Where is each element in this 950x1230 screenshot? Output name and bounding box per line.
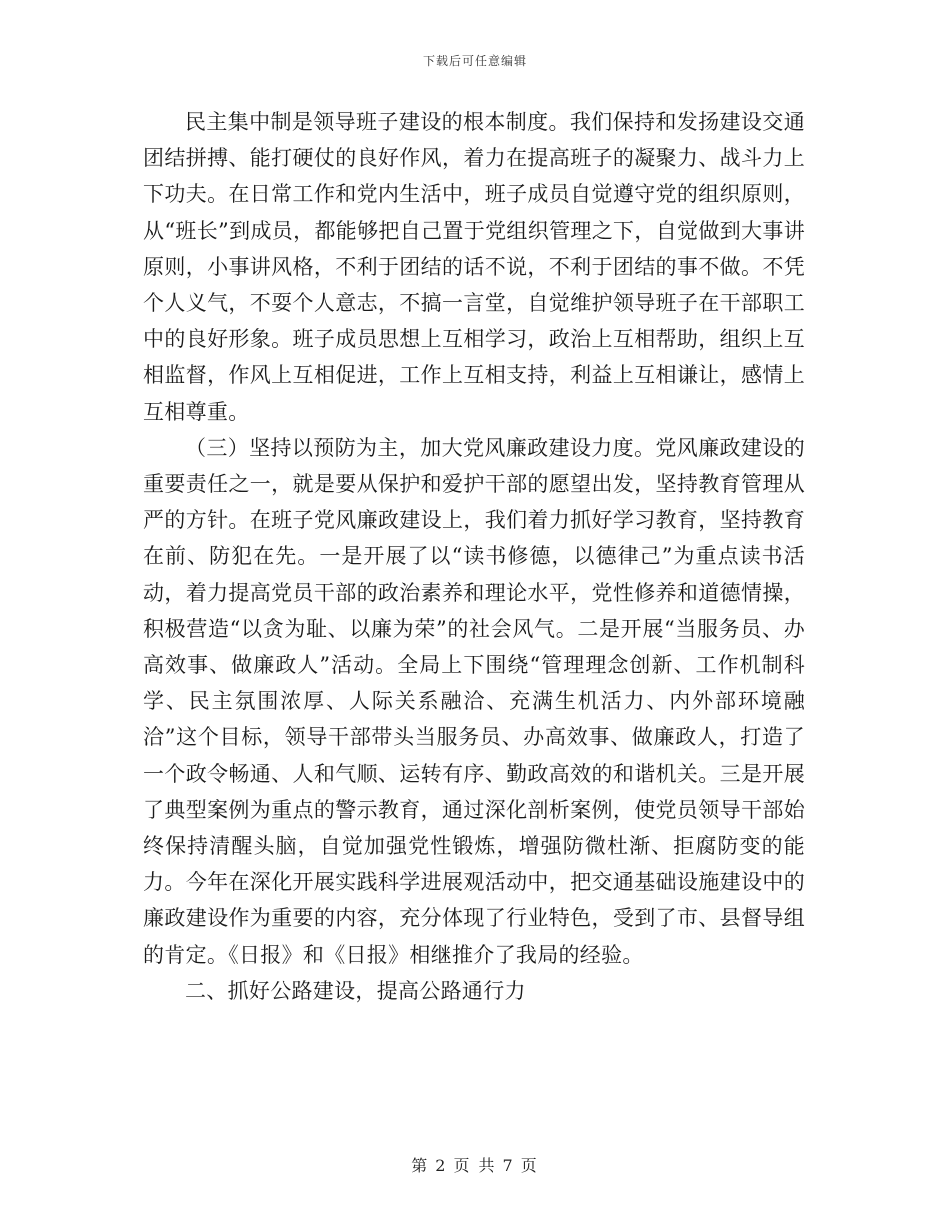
footer-middle: 页 共 — [453, 1156, 497, 1175]
page-footer — [0, 1153, 950, 1176]
footer-suffix: 页 — [520, 1156, 539, 1175]
paragraph-democratic-centralism: 民主集中制是领导班子建设的根本制度。我们保持和发扬建设交通团结拼搏、能打硬仗的良好作风，着力在提高班子的凝聚力、战斗力上下功夫。在日常工作和党内生活中，班子成员自觉遵守党的组织原则，从“班长”到成员，都能够把自己置于党组织管理之下，自觉做到大事讲原则，小事讲风格，不利于团结的话不说，不利于团结的事不做。不凭个人义气，不耍个人意志，不搞一言堂，自觉维护领导班子在干部职工中的良好形象。班子成员思想上互相学习，政治上互相帮助，组织上互相监督，作风上互相促进，工作上互相支持，利益上互相谦让，感情上互相尊重。 — [143, 110, 805, 424]
document-body — [143, 104, 805, 1009]
page-header: 下载后可任意编辑 — [422, 54, 527, 68]
footer-page-number: 2 — [435, 1156, 448, 1175]
footer-prefix: 第 — [411, 1156, 430, 1175]
paragraph-anti-corruption: （三）坚持以预防为主，加大党风廉政建设力度。党风廉政建设的重要责任之一，就是要从保护和爱护干部的愿望出发，坚持教育管理从严的方针。在班子党风廉政建设上，我们着力抓好学习教育，坚持教育在前、防犯在先。一是开展了以“读书修德，以德律己”为重点读书活动，着力提高党员干部的政治素养和理论水平，党性修养和道德情操，积极营造“以贪为耻、以廉为荣”的社会风气。二是开展“当服务员、办高效事、做廉政人”活动。全局上下围绕“管理理念创新、工作机制科学、民主氛围浓厚、人际关系融洽、充满生机活力、内外部环境融洽”这个目标，领导干部带头当服务员、办高效事、做廉政人，打造了一个政令畅通、人和气顺、运转有序、勤政高效的和谐机关。三是开展了典型案例为重点的警示教育，通过深化剖析案例，使党员领导干部始终保持清醒头脑，自觉加强党性锻炼，增强防微杜渐、拒腐防变的能力。今年在深化开展实践科学进展观活动中，把交通基础设施建设中的廉政建设作为重要的内容，充分体现了行业特色，受到了市、县督导组的肯定。《日报》和《日报》相继推介了我局的经验。 — [143, 435, 805, 967]
section-heading-road-construction: 二、抓好公路建设，提高公路通行力 — [185, 978, 526, 1003]
footer-total-pages: 7 — [502, 1156, 515, 1175]
